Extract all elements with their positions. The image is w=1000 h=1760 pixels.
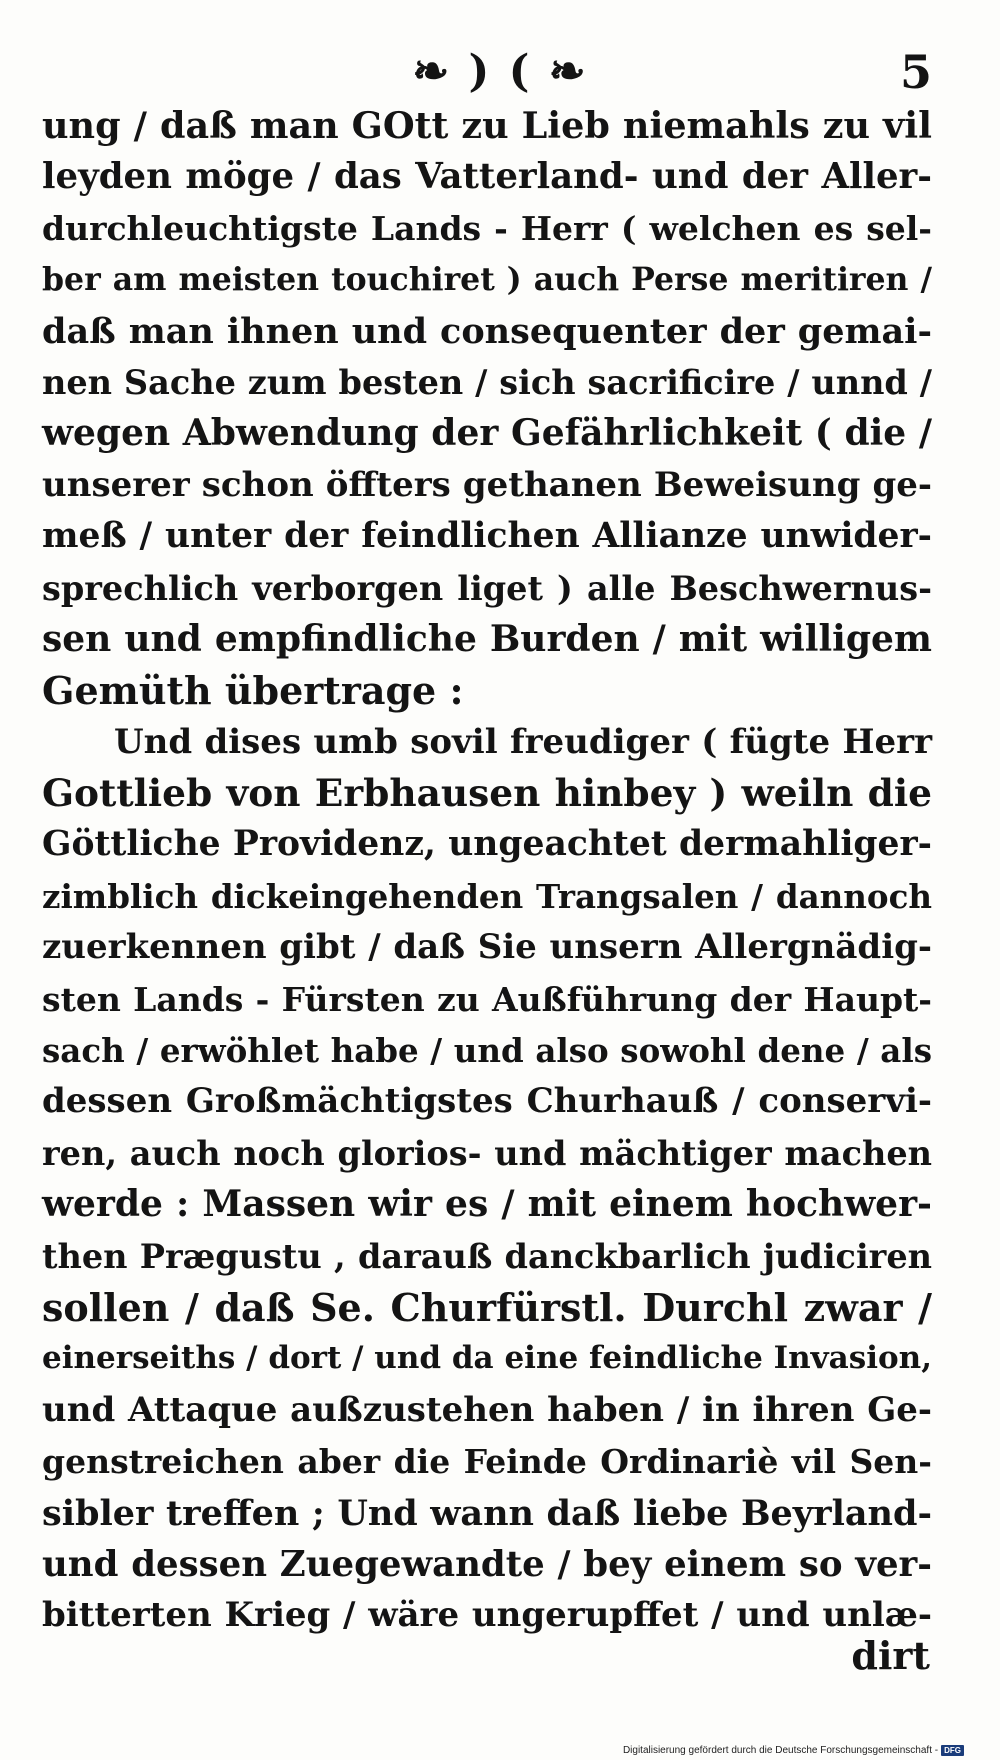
text-line: zuerkennen gibt / daß Sie unsern Allergnädig- [42, 927, 932, 968]
page-number: 5 [899, 45, 932, 99]
text-line: sprechlich verborgen liget ) alle Beschwernus- [42, 568, 932, 608]
text-line: leyden möge / das Vatterland- und der Aller- [42, 156, 932, 198]
page-header [0, 42, 1000, 102]
header-ornament: ❧ ) ( ❧ [412, 46, 588, 97]
digitization-credit [623, 1745, 964, 1756]
text-line: und Attaque außzustehen haben / in ihren Ge- [42, 1389, 932, 1430]
text-line: daß man ihnen und consequenter der gemai- [42, 310, 932, 352]
text-line: Gottlieb von Erbhausen hinbey ) weiln die [42, 771, 932, 816]
text-line: Göttliche Providenz, ungeachtet dermahliger- [42, 824, 932, 865]
text-line: sibler treffen ; Und wann daß liebe Beyrland- [42, 1492, 932, 1534]
text-line: sen und empfindliche Burden / mit willigem [42, 617, 932, 660]
text-line: ren, auch noch glorios- und mächtiger machen [42, 1133, 932, 1173]
text-line: Und dises umb sovil freudiger ( fügte Herr [114, 721, 932, 762]
text-line: then Prægustu , darauß danckbarlich judiciren [42, 1236, 932, 1276]
text-line: ber am meisten touchiret ) auch Perse meritiren / [42, 261, 932, 299]
text-line: sach / erwöhlet habe / und also sowohl dene / als [42, 1031, 932, 1071]
text-line: dessen Großmächtigstes Churhauß / conservi- [42, 1081, 932, 1122]
text-line: sollen / daß Se. Churfürstl. Durchl zwar / [42, 1284, 932, 1330]
text-line: bitterten Krieg / wäre ungerupffet / und unlæ- [42, 1595, 932, 1636]
text-line: wegen Abwendung der Gefährlichkeit ( die / [42, 412, 932, 455]
text-line: genstreichen aber die Feinde Ordinariè vil Sen- [42, 1442, 932, 1482]
dfg-logo: DFG [941, 1745, 964, 1756]
text-line: und dessen Zuegewandte / bey einem so ver- [42, 1543, 932, 1585]
text-line: ung / daß man GOtt zu Lieb niemahls zu vil [42, 104, 932, 147]
text-line: Gemüth übertrage : [42, 668, 464, 714]
catchword: dirt [851, 1633, 930, 1678]
credit-text: Digitalisierung gefördert durch die Deutsche Forschungsgemeinschaft - [622, 1745, 939, 1756]
text-line: durchleuchtigste Lands - Herr ( welchen es sel- [42, 208, 932, 248]
text-line: meß / unter der feindlichen Allianze unwider- [42, 516, 932, 557]
text-line: werde : Massen wir es / mit einem hochwer- [42, 1183, 932, 1226]
text-line: unserer schon öffters gethanen Beweisung ge- [42, 464, 932, 505]
text-line: einerseiths / dort / und da eine feindliche Invasion, [42, 1340, 932, 1377]
body-text [42, 100, 932, 1642]
text-line: zimblich dickeingehenden Trangsalen / dannoch [42, 876, 932, 916]
text-line: nen Sache zum besten / sich sacrificire / unnd / [42, 362, 932, 402]
text-line: sten Lands - Fürsten zu Außführung der Haupt- [42, 979, 932, 1019]
